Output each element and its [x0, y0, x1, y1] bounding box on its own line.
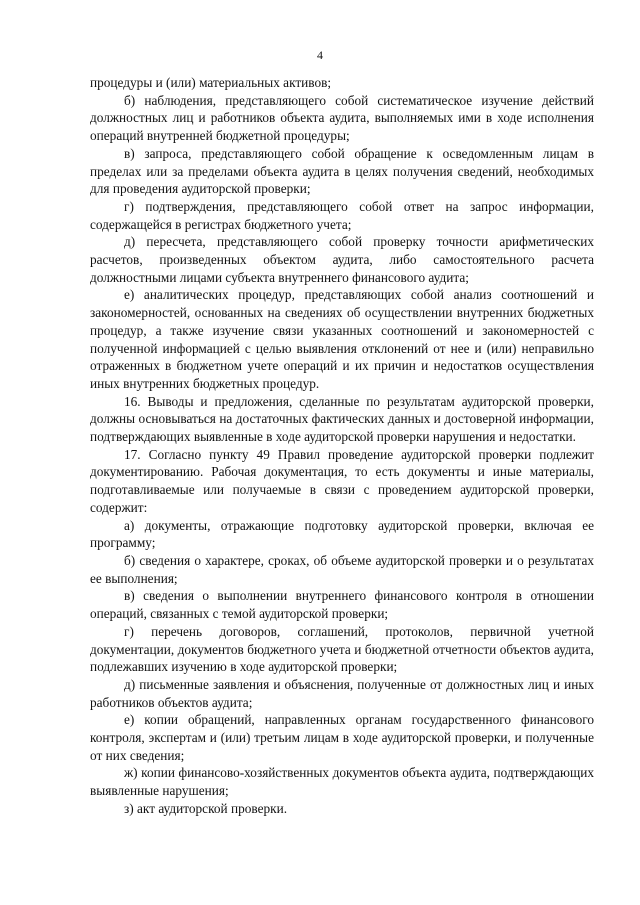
list-item-zh: ж) копии финансово-хозяйственных документов объекта аудита, подтверждающих выявленные нарушения; — [90, 765, 594, 799]
paragraph-request: в) запроса, представляющего собой обращение к осведомленным лицам в пределах или за пределами объекта аудита в целях получения сведений, необходимых для проведения аудиторской проверки; — [90, 145, 594, 197]
page-number: 4 — [317, 48, 323, 62]
list-item-e: е) копии обращений, направленных органам государственного финансового контроля, экспертам и (или) третьим лицам в ходе аудиторской проверки, и полученные от них сведения; — [90, 712, 594, 763]
list-item-v: в) сведения о выполнении внутреннего финансового контроля в отношении операций, связанных с темой аудиторской проверки; — [90, 588, 594, 622]
paragraph-analytical-procedures: е) аналитических процедур, представляющих собой анализ соотношений и закономерностей, основанных на сведениях об осуществлении внутренних бюджетных процедур, а также изучение связи указанных соотношений и закономерностей с полученной информацией с целью выявления отклонений от нее и (или) неправильно отраженных в бюджетном учете операций и их причин и недостатков осуществления иных внутренних бюджетных процедур. — [90, 287, 594, 391]
paragraph-recalculation: д) пересчета, представляющего собой проверку точности арифметических расчетов, произведенных объектом аудита, либо самостоятельного расчета должностными лицами субъекта внутреннего финансового аудита; — [90, 234, 594, 285]
paragraph-item-16: 16. Выводы и предложения, сделанные по результатам аудиторской проверки, должны основываться на достаточных фактических данных и достоверной информации, подтверждающих выявленные в ходе аудиторской проверки нарушения и недостатки. — [90, 393, 594, 445]
paragraph-confirmation: г) подтверждения, представляющего собой ответ на запрос информации, содержащейся в регистрах бюджетного учета; — [90, 198, 594, 232]
list-item-b: б) сведения о характере, сроках, об объеме аудиторской проверки и о результатах ее выполнения; — [90, 552, 594, 586]
list-item-g: г) перечень договоров, соглашений, протоколов, первичной учетной документации, документов бюджетного учета и бюджетной отчетности объектов аудита, подлежавших изучению в ходе аудиторской проверки; — [90, 623, 594, 675]
list-item-z: з) акт аудиторской проверки. — [124, 800, 288, 816]
paragraph-continuation: процедуры и (или) материальных активов; — [90, 75, 332, 90]
list-item-a: а) документы, отражающие подготовку аудиторской проверки, включая ее программу; — [90, 517, 594, 551]
list-item-d: д) письменные заявления и объяснения, полученные от должностных лиц и иных работников объектов аудита; — [90, 676, 594, 710]
document-body — [90, 74, 594, 818]
paragraph-observation: б) наблюдения, представляющего собой систематическое изучение действий должностных лиц и работников объекта аудита, выполняемых ими в ходе исполнения операций внутренней бюджетной процедуры; — [90, 92, 594, 144]
paragraph-item-17: 17. Согласно пункту 49 Правил проведение аудиторской проверки подлежит документированию. Рабочая документация, то есть документы и иные материалы, подготавливаемые или получаемые в связи с проведением аудиторской проверки, содержит: — [90, 446, 594, 515]
